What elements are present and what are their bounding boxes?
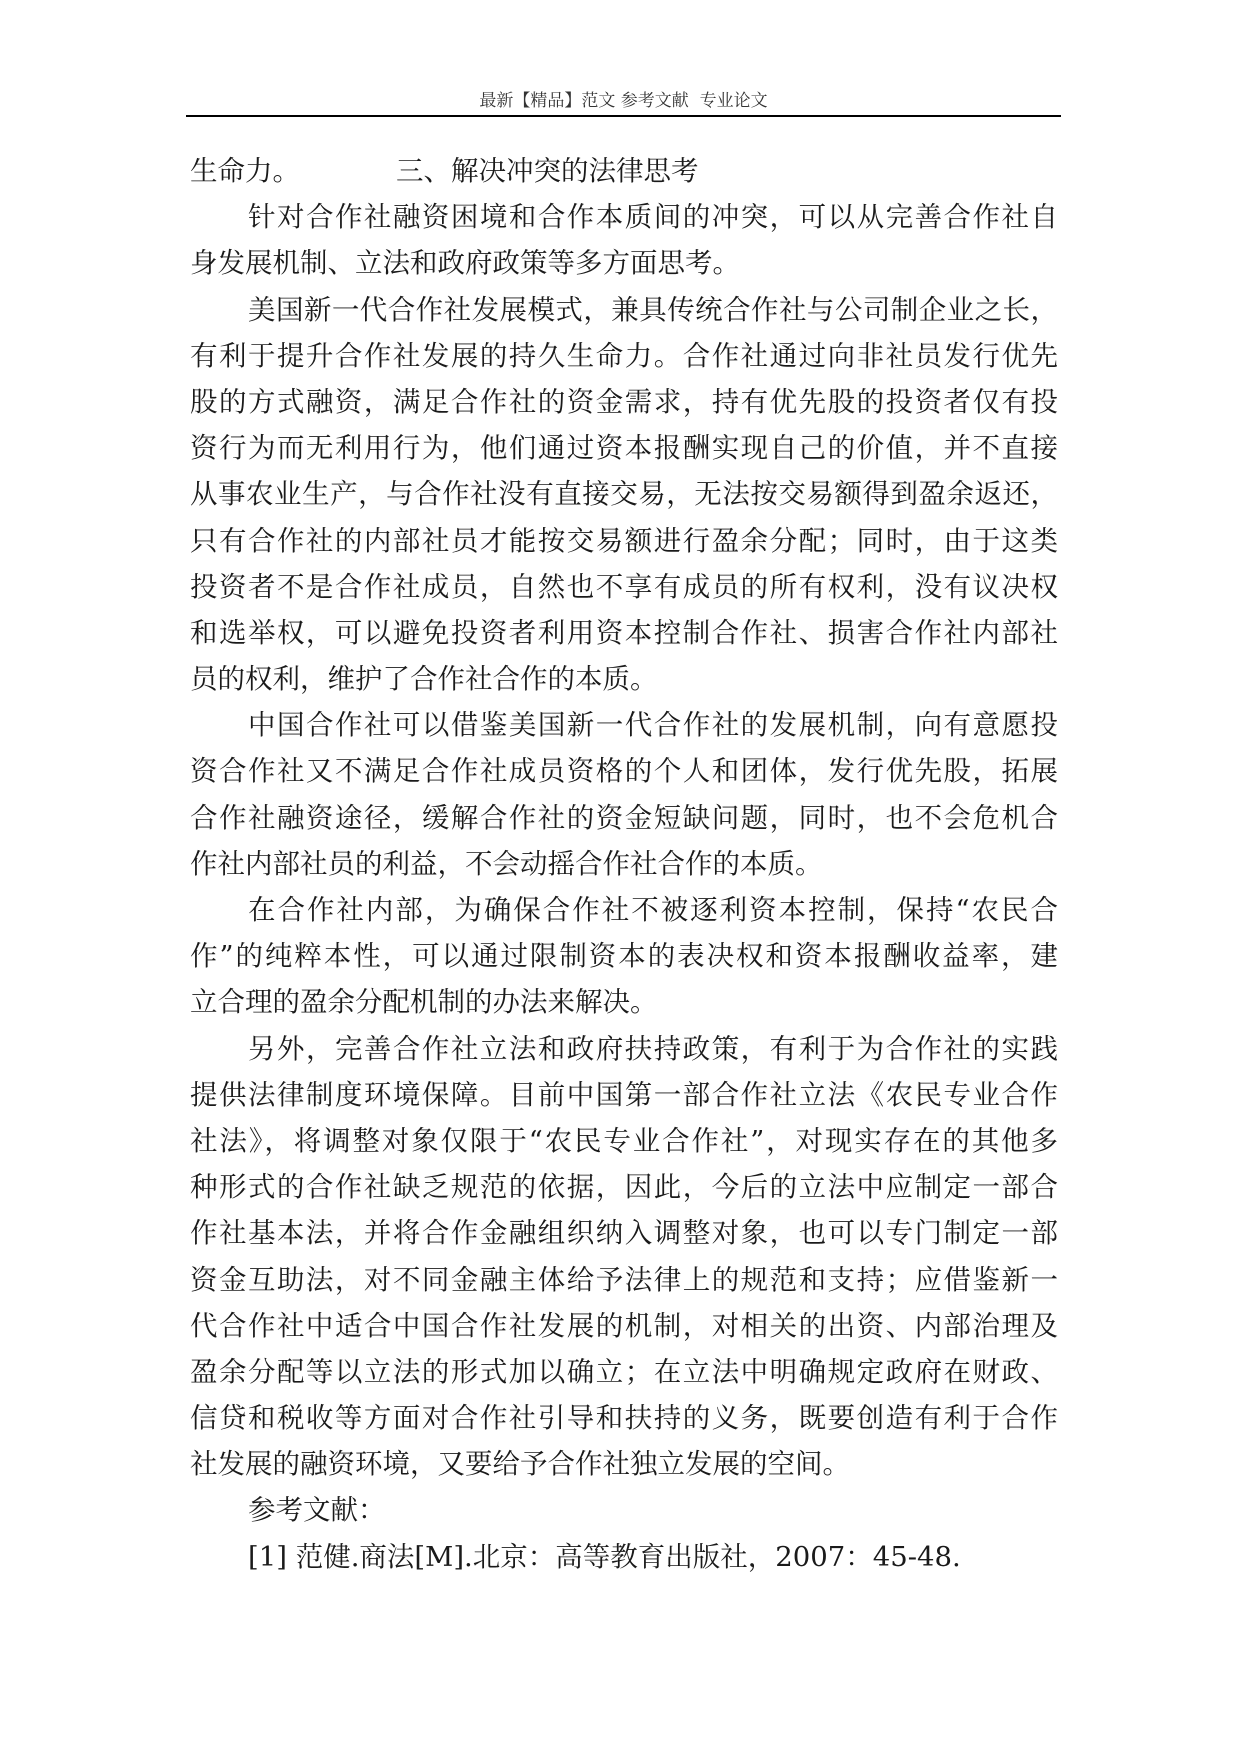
- page-header: 最新【精品】范文 参考文献 专业论文: [479, 91, 768, 111]
- section-heading-line: [190, 148, 1058, 194]
- references-title: 参考文献：: [248, 1494, 386, 1527]
- section-heading: 三、解决冲突的法律思考: [396, 155, 699, 187]
- previous-paragraph-tail: 生命力。: [190, 155, 300, 187]
- paragraph-line: 种形式的合作社缺乏规范的依据，因此，今后的立法中应制定一部合: [190, 1171, 1058, 1204]
- paragraph-line: 在合作社内部，为确保合作社不被逐利资本控制，保持“农民合: [248, 894, 1058, 926]
- paragraph-line: 信贷和税收等方面对合作社引导和扶持的义务，既要创造有利于合作: [190, 1402, 1058, 1435]
- paragraph-line: 代合作社中适合中国合作社发展的机制，对相关的出资、内部治理及: [190, 1309, 1058, 1342]
- paragraph-line: 盈余分配等以立法的形式加以确立；在立法中明确规定政府在财政、: [190, 1355, 1058, 1388]
- paragraph-line: 作”的纯粹本性，可以通过限制资本的表决权和资本报酬收益率，建: [190, 940, 1058, 973]
- paragraph-4: [190, 887, 1058, 1026]
- paragraph-line: 股的方式融资，满足合作社的资金需求，持有优先股的投资者仅有投: [190, 385, 1058, 418]
- paragraph-line: 资行为而无利用行为，他们通过资本报酬实现自己的价值，并不直接: [190, 432, 1058, 465]
- paragraph-line: 针对合作社融资困境和合作本质间的冲突，可以从完善合作社自: [248, 201, 1058, 234]
- paragraph-line: 投资者不是合作社成员，自然也不享有成员的所有权利，没有议决权: [190, 570, 1058, 603]
- paragraph-line: 员的权利，维护了合作社合作的本质。: [190, 663, 658, 696]
- paragraph-line: 美国新一代合作社发展模式，兼具传统合作社与公司制企业之长，: [248, 293, 1058, 326]
- paragraph-line: 提供法律制度环境保障。目前中国第一部合作社立法《农民专业合作: [190, 1078, 1058, 1111]
- paragraph-line: 资合作社又不满足合作社成员资格的个人和团体，发行优先股，拓展: [190, 755, 1058, 788]
- paragraph-line: 立合理的盈余分配机制的办法来解决。: [190, 986, 658, 1019]
- paragraph-line: 身发展机制、立法和政府政策等多方面思考。: [190, 247, 740, 280]
- paragraph-line: 资金互助法，对不同金融主体给予法律上的规范和支持；应借鉴新一: [190, 1263, 1058, 1296]
- paragraph-1: [190, 194, 1058, 286]
- paragraph-line: 社法》，将调整对象仅限于“农民专业合作社”，对现实存在的其他多: [190, 1124, 1058, 1157]
- paragraph-line: 只有合作社的内部社员才能按交易额进行盈余分配；同时，由于这类: [190, 524, 1058, 557]
- paragraph-line: 作社内部社员的利益，不会动摇合作社合作的本质。: [190, 847, 823, 880]
- paragraph-line: 有利于提升合作社发展的持久生命力。合作社通过向非社员发行优先: [190, 339, 1058, 372]
- paragraph-line: 和选举权，可以避免投资者利用资本控制合作社、损害合作社内部社: [190, 616, 1058, 649]
- paragraph-line: 社发展的融资环境，又要给予合作社独立发展的空间。: [190, 1448, 850, 1481]
- paragraph-line: 作社基本法，并将合作金融组织纳入调整对象，也可以专门制定一部: [190, 1217, 1058, 1250]
- header-divider: [186, 115, 1061, 117]
- paragraph-line: 合作社融资途径，缓解合作社的资金短缺问题，同时，也不会危机合: [190, 801, 1058, 834]
- paragraph-line: 中国合作社可以借鉴美国新一代合作社的发展机制，向有意愿投: [248, 709, 1058, 742]
- paragraph-line: 从事农业生产，与合作社没有直接交易，无法按交易额得到盈余返还，: [190, 478, 1058, 511]
- paragraph-2: [190, 287, 1058, 703]
- paragraph-3: [190, 702, 1058, 887]
- paragraph-line: 另外，完善合作社立法和政府扶持政策，有利于为合作社的实践: [248, 1032, 1058, 1065]
- references-section: [190, 1487, 1058, 1579]
- document-body: [190, 148, 1058, 1580]
- paragraph-5: [190, 1026, 1058, 1488]
- reference-item: [1] 范健.商法[M].北京：高等教育出版社，2007：45-48.: [248, 1540, 961, 1573]
